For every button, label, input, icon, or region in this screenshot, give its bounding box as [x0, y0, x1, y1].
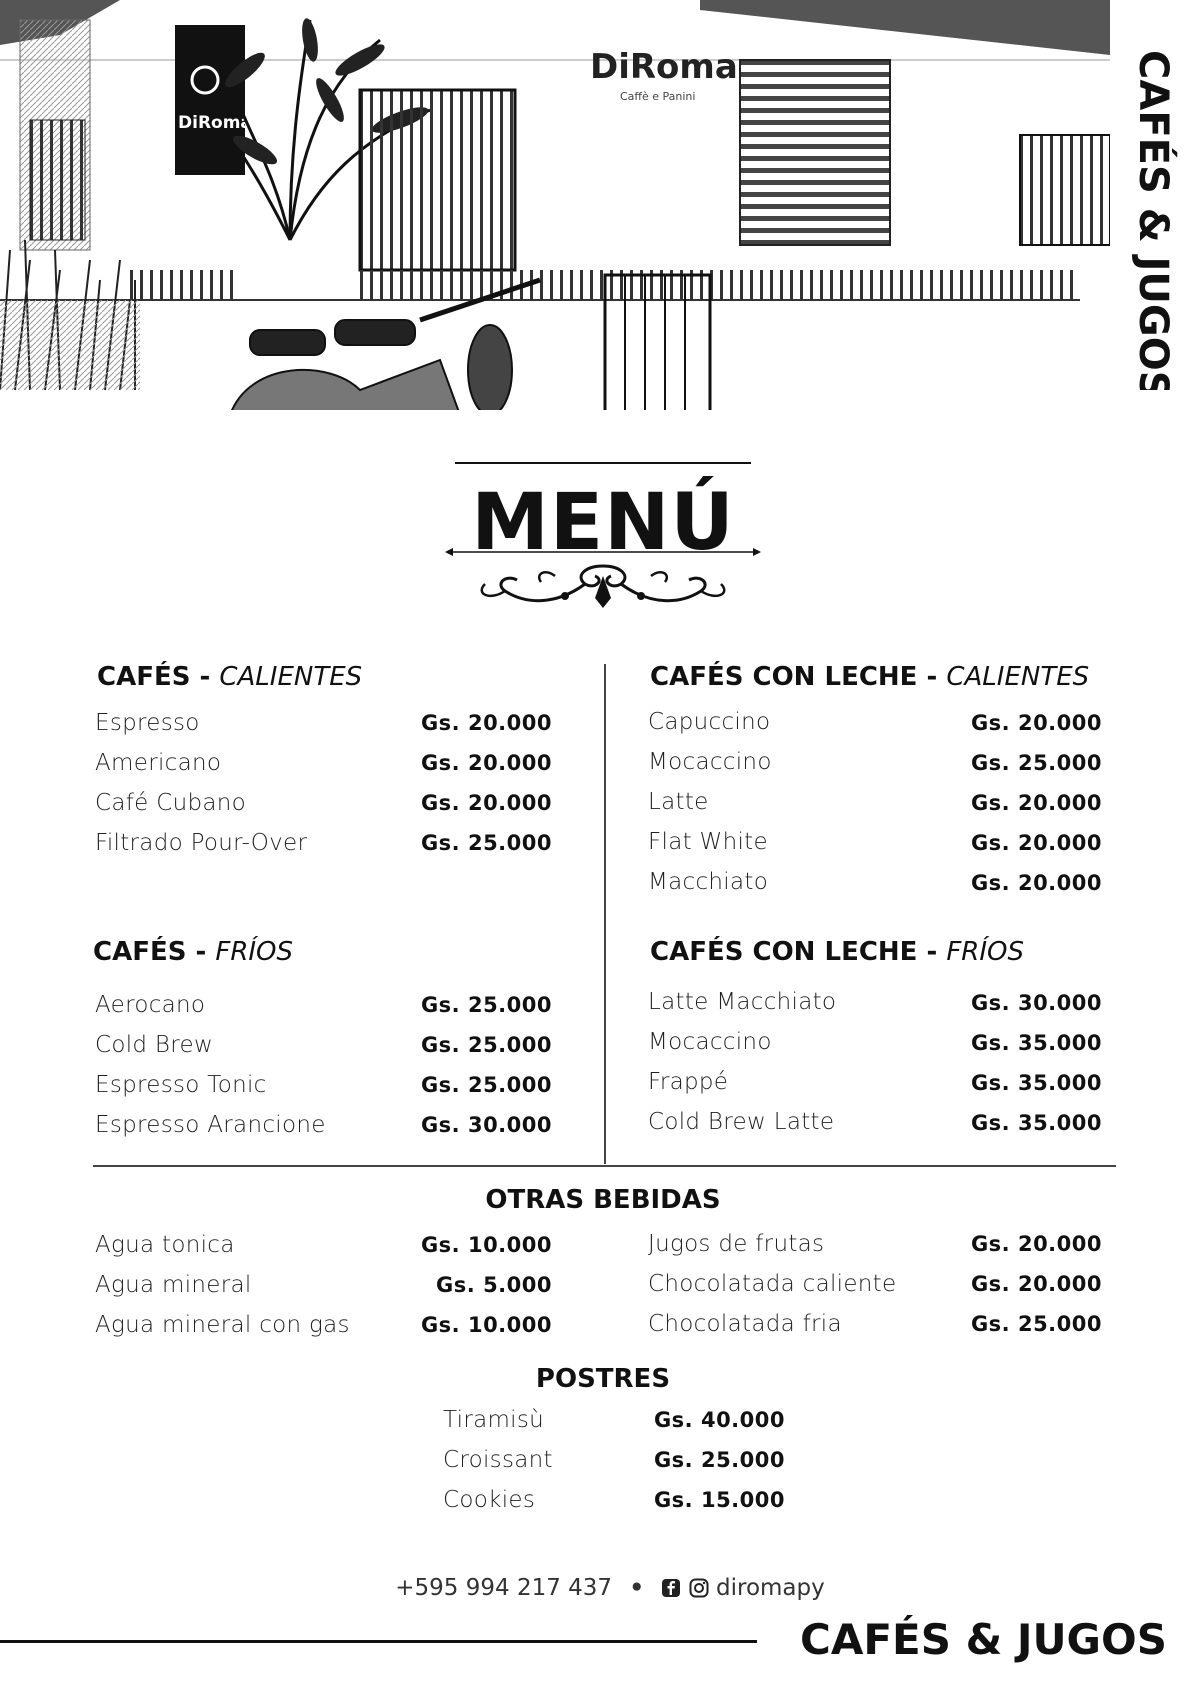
menu-item-price: Gs. 25.000	[970, 1312, 1102, 1336]
menu-item-price: Gs. 20.000	[420, 751, 552, 775]
storefront-sign-sub: Caffè e Panini	[620, 90, 696, 103]
menu-item-price: Gs. 20.000	[970, 831, 1102, 855]
section-subtitle: CALIENTES	[219, 662, 363, 692]
section-title: CAFÉS CON LECHE -	[650, 937, 938, 967]
section-title-leche-calientes	[650, 660, 1089, 694]
section-title-leche-frios	[650, 935, 1024, 969]
menu-item-name: Agua mineral	[95, 1272, 252, 1298]
menu-item-name: Americano	[95, 750, 222, 776]
separator-dot: •	[629, 1575, 645, 1601]
menu-item-price: Gs. 20.000	[970, 1272, 1102, 1296]
menu-item-name: Chocolatada caliente	[648, 1271, 897, 1297]
menu-item-price: Gs. 25.000	[970, 751, 1102, 775]
section-title: CAFÉS -	[93, 937, 207, 967]
menu-item-price: Gs. 20.000	[970, 791, 1102, 815]
title-rule	[455, 462, 751, 464]
side-title	[1120, 50, 1200, 390]
menu-item-name: Aerocano	[95, 992, 206, 1018]
phone-number: +595 994 217 437	[395, 1575, 613, 1601]
menu-item-name: Espresso Tonic	[95, 1072, 267, 1098]
menu-item-price: Gs. 25.000	[420, 1033, 552, 1057]
menu-item-price: Gs. 30.000	[970, 991, 1102, 1015]
side-title-text: CAFÉS & JUGOS	[1130, 50, 1176, 390]
storefront-sign-small: DiRoma	[178, 113, 252, 133]
section-subtitle: FRÍOS	[946, 937, 1025, 967]
menu-item-name: Jugos de frutas	[648, 1231, 825, 1257]
menu-item-price: Gs. 25.000	[653, 1448, 785, 1472]
ornament-divider	[445, 546, 761, 620]
menu-item-name: Cold Brew Latte	[648, 1109, 835, 1135]
section-title: CAFÉS -	[97, 662, 211, 692]
social-handle: diromapy	[716, 1575, 825, 1601]
menu-item-name: Macchiato	[648, 869, 769, 895]
section-title-cafes-calientes	[97, 660, 362, 694]
section-title-cafes-frios	[93, 935, 293, 969]
menu-item-price: Gs. 25.000	[420, 1073, 552, 1097]
menu-item-price: Gs. 35.000	[970, 1071, 1102, 1095]
menu-item-price: Gs. 20.000	[970, 1232, 1102, 1256]
menu-item-price: Gs. 5.000	[436, 1273, 552, 1297]
menu-item-name: Filtrado Pour-Over	[95, 830, 308, 856]
menu-item-price: Gs. 40.000	[653, 1408, 785, 1432]
menu-item-name: Mocaccino	[648, 749, 772, 775]
section-subtitle: CALIENTES	[946, 662, 1090, 692]
menu-item-name: Capuccino	[648, 709, 771, 735]
menu-item-name: Agua tonica	[95, 1232, 235, 1258]
menu-item-price: Gs. 20.000	[970, 711, 1102, 735]
section-divider	[93, 1165, 1116, 1167]
footer-rule	[0, 1640, 757, 1643]
menu-item-price: Gs. 25.000	[420, 831, 552, 855]
menu-item-price: Gs. 20.000	[420, 791, 552, 815]
menu-item-name: Espresso Arancione	[95, 1112, 326, 1138]
menu-item-name: Frappé	[648, 1069, 729, 1095]
menu-item-name: Latte Macchiato	[648, 989, 837, 1015]
menu-item-price: Gs. 10.000	[420, 1233, 552, 1257]
menu-item-price: Gs. 30.000	[420, 1113, 552, 1137]
menu-item-price: Gs. 20.000	[970, 871, 1102, 895]
menu-item-price: Gs. 35.000	[970, 1031, 1102, 1055]
menu-item-name: Café Cubano	[95, 790, 246, 816]
menu-item-name: Cold Brew	[95, 1032, 214, 1058]
section-title: CAFÉS CON LECHE -	[650, 662, 938, 692]
menu-item-name: Chocolatada fria	[648, 1311, 842, 1337]
menu-item-name: Latte	[648, 789, 709, 815]
footer-title: CAFÉS & JUGOS	[800, 1615, 1167, 1664]
menu-item-price: Gs. 25.000	[420, 993, 552, 1017]
page-title: MENÚ	[471, 478, 735, 568]
menu-item-name: Cookies	[443, 1487, 536, 1513]
menu-item-price: Gs. 15.000	[653, 1488, 785, 1512]
menu-item-name: Tiramisù	[443, 1407, 545, 1433]
menu-item-price: Gs. 10.000	[420, 1313, 552, 1337]
instagram-icon	[689, 1578, 709, 1598]
menu-item-name: Flat White	[648, 829, 768, 855]
facebook-icon	[661, 1578, 681, 1598]
section-title-otras-bebidas: OTRAS BEBIDAS	[485, 1185, 721, 1215]
menu-item-price: Gs. 20.000	[420, 711, 552, 735]
storefront-illustration	[0, 0, 1110, 415]
section-subtitle: FRÍOS	[215, 937, 294, 967]
section-title-postres: POSTRES	[535, 1364, 671, 1394]
storefront-sign: DiRoma	[590, 47, 738, 87]
menu-item-price: Gs. 35.000	[970, 1111, 1102, 1135]
menu-item-name: Mocaccino	[648, 1029, 772, 1055]
contact-line	[380, 1572, 840, 1604]
menu-item-name: Espresso	[95, 710, 200, 736]
menu-item-name: Croissant	[443, 1447, 553, 1473]
menu-item-name: Agua mineral con gas	[95, 1312, 350, 1338]
column-divider	[604, 664, 606, 1164]
